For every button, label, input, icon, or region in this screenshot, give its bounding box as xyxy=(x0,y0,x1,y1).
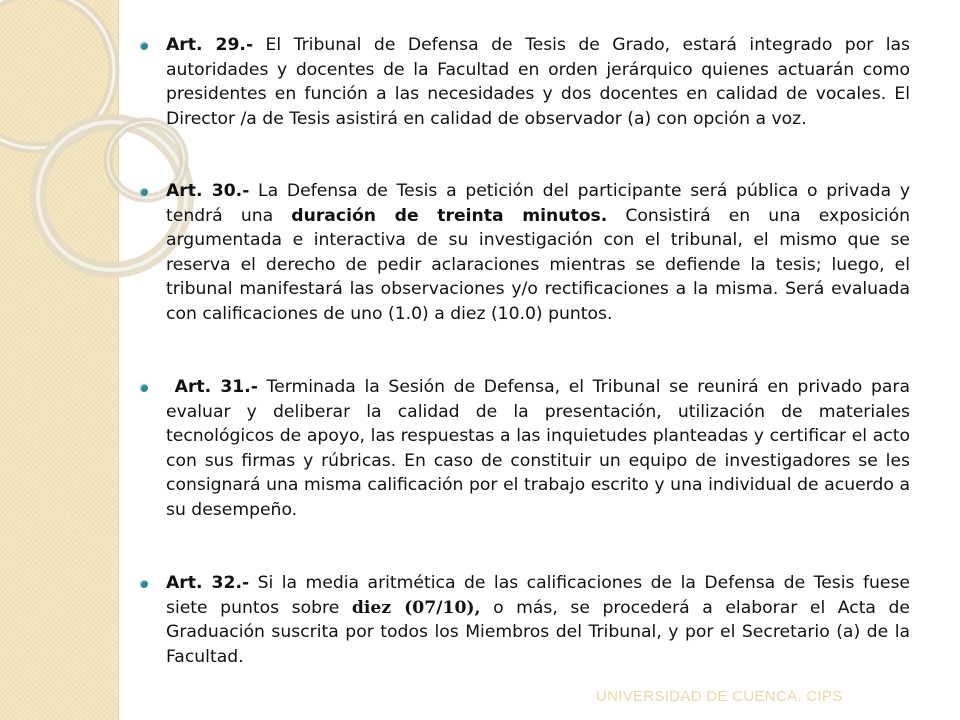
article-31-number: Art. 31.- xyxy=(174,377,258,397)
bullet-icon xyxy=(140,580,148,588)
article-32-text-b: o más, se procederá a elaborar el Acta de Graduación suscrita por todos los Miembros del Tribunal, y por el Secretario (a) de la Facultad. xyxy=(166,597,910,667)
article-31-paragraph xyxy=(166,375,910,522)
article-30-text-b: Consistirá en una exposición argumentada e interactiva de su investigación con el tribunal, el mismo que se reserva el derecho de pedir aclaraciones mientras se defiende la tesis; luego, el tribunal manifestará las observaciones y/o rectificaciones a la misma. Será evaluada con calificaciones de uno (1.0) a diez (10.0) puntos. xyxy=(166,205,910,324)
article-31 xyxy=(140,375,910,522)
article-30-text-a: La Defensa de Tesis a petición del participante será pública o privada y tendrá una xyxy=(166,181,910,226)
article-29-text: El Tribunal de Defensa de Tesis de Grado, estará integrado por las autoridades y docentes de la Facultad en orden jerárquico quienes actuarán como presidentes en función a las necesidades y dos docentes en calidad de vocales. El Director /a de Tesis asistirá en calidad de observador (a) con opción a voz. xyxy=(166,35,910,129)
article-32-number: Art. 32.- xyxy=(166,573,250,593)
footer-institution: UNIVERSIDAD DE CUENCA. CIPS xyxy=(596,688,843,705)
bullet-icon xyxy=(140,384,148,392)
article-29 xyxy=(140,33,910,131)
article-32 xyxy=(140,571,910,669)
article-32-text-a: Si la media aritmética de las calificaciones de la Defensa de Tesis fuese siete puntos sobre xyxy=(166,573,910,618)
article-30-number: Art. 30.- xyxy=(166,181,250,201)
article-32-bold: diez (07/10), xyxy=(351,597,481,618)
article-30 xyxy=(140,179,910,326)
bullet-icon xyxy=(140,42,148,50)
article-30-paragraph xyxy=(166,179,910,326)
article-30-bold: duración de treinta minutos. xyxy=(291,205,608,226)
article-31-text: Terminada la Sesión de Defensa, el Tribunal se reunirá en privado para evaluar y deliberar la calidad de la presentación, utilización de materiales tecnológicos de apoyo, las respuestas a las inquietudes planteadas y certificar el acto con sus firmas y rúbricas. En caso de constituir un equipo de investigadores se les consignará una misma calificación por el trabajo escrito y una individual de acuerdo a su desempeño. xyxy=(166,377,910,520)
article-29-paragraph xyxy=(166,33,910,131)
article-29-number: Art. 29.- xyxy=(166,35,254,55)
article-32-paragraph xyxy=(166,571,910,669)
bullet-icon xyxy=(140,188,148,196)
